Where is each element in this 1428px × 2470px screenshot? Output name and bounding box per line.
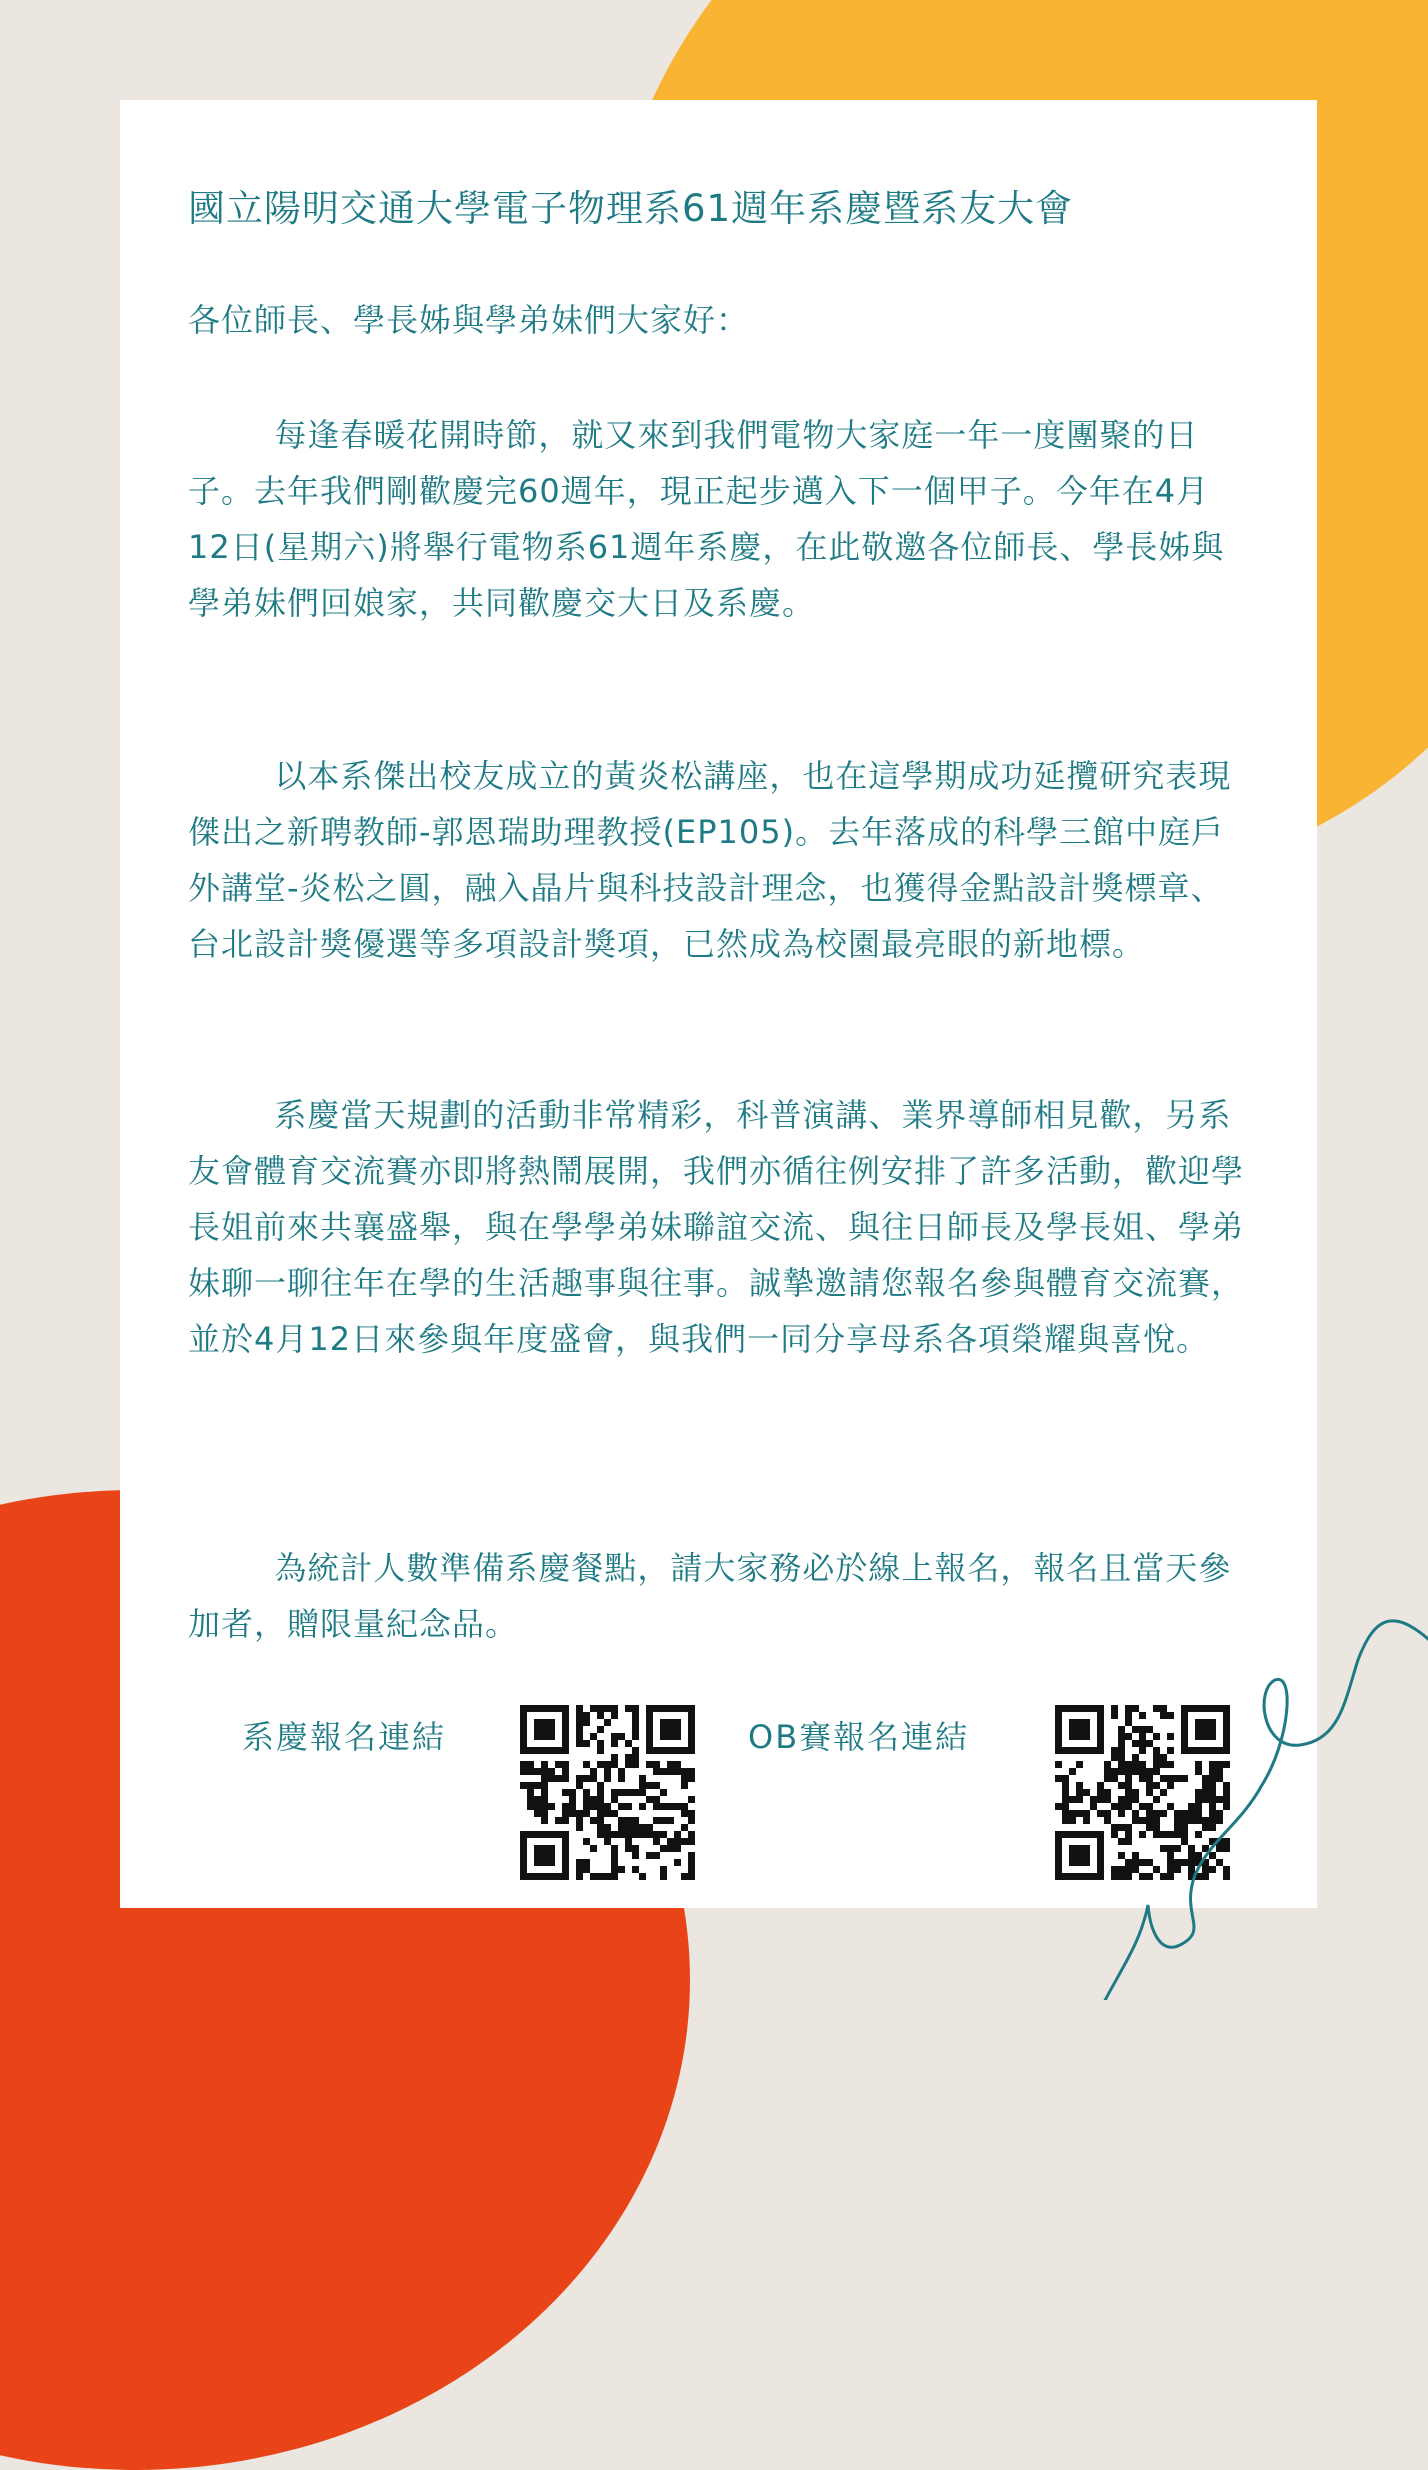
anniversary-registration-label: 系慶報名連結 (242, 1718, 447, 1756)
ob-game-registration-label: OB賽報名連結 (748, 1718, 970, 1756)
anniversary-registration-qr-code-icon[interactable] (520, 1705, 695, 1880)
paragraph-lecture-and-hall: 以本系傑出校友成立的黃炎松講座，也在這學期成功延攬研究表現傑出之新聘教師-郭恩瑞助理教授(EP105)。去年落成的科學三館中庭戶外講堂-炎松之圓，融入晶片與科技設計理念，也獲得金點設計獎標章、台北設計獎優選等多項設計獎項，已然成為校園最亮眼的新地標。 (188, 757, 1232, 963)
letter-card (120, 100, 1317, 1908)
page-title: 國立陽明交通大學電子物理系61週年系慶暨系友大會 (188, 187, 1074, 230)
greeting: 各位師長、學長姊與學弟妹們大家好： (188, 301, 750, 339)
paragraph-registration-note: 為統計人數準備系慶餐點，請大家務必於線上報名，報名且當天參加者，贈限量紀念品。 (188, 1549, 1232, 1643)
ob-game-registration-qr-code-icon[interactable] (1055, 1705, 1230, 1880)
paragraph-anniversary: 每逢春暖花開時節，就又來到我們電物大家庭一年一度團聚的日子。去年我們剛歡慶完60週年，現正起步邁入下一個甲子。今年在4月12日(星期六)將舉行電物系61週年系慶，在此敬邀各位師長、學長姊與學弟妹們回娘家，共同歡慶交大日及系慶。 (188, 416, 1225, 622)
paragraph-activities: 系慶當天規劃的活動非常精彩，科普演講、業界導師相見歡，另系友會體育交流賽亦即將熱鬧展開，我們亦循往例安排了許多活動，歡迎學長姐前來共襄盛舉，與在學學弟妹聯誼交流、與往日師長及學長姐、學弟妹聊一聊往年在學的生活趣事與往事。誠摯邀請您報名參與體育交流賽，並於4月12日來參與年度盛會，與我們一同分享母系各項榮耀與喜悅。 (188, 1096, 1245, 1358)
